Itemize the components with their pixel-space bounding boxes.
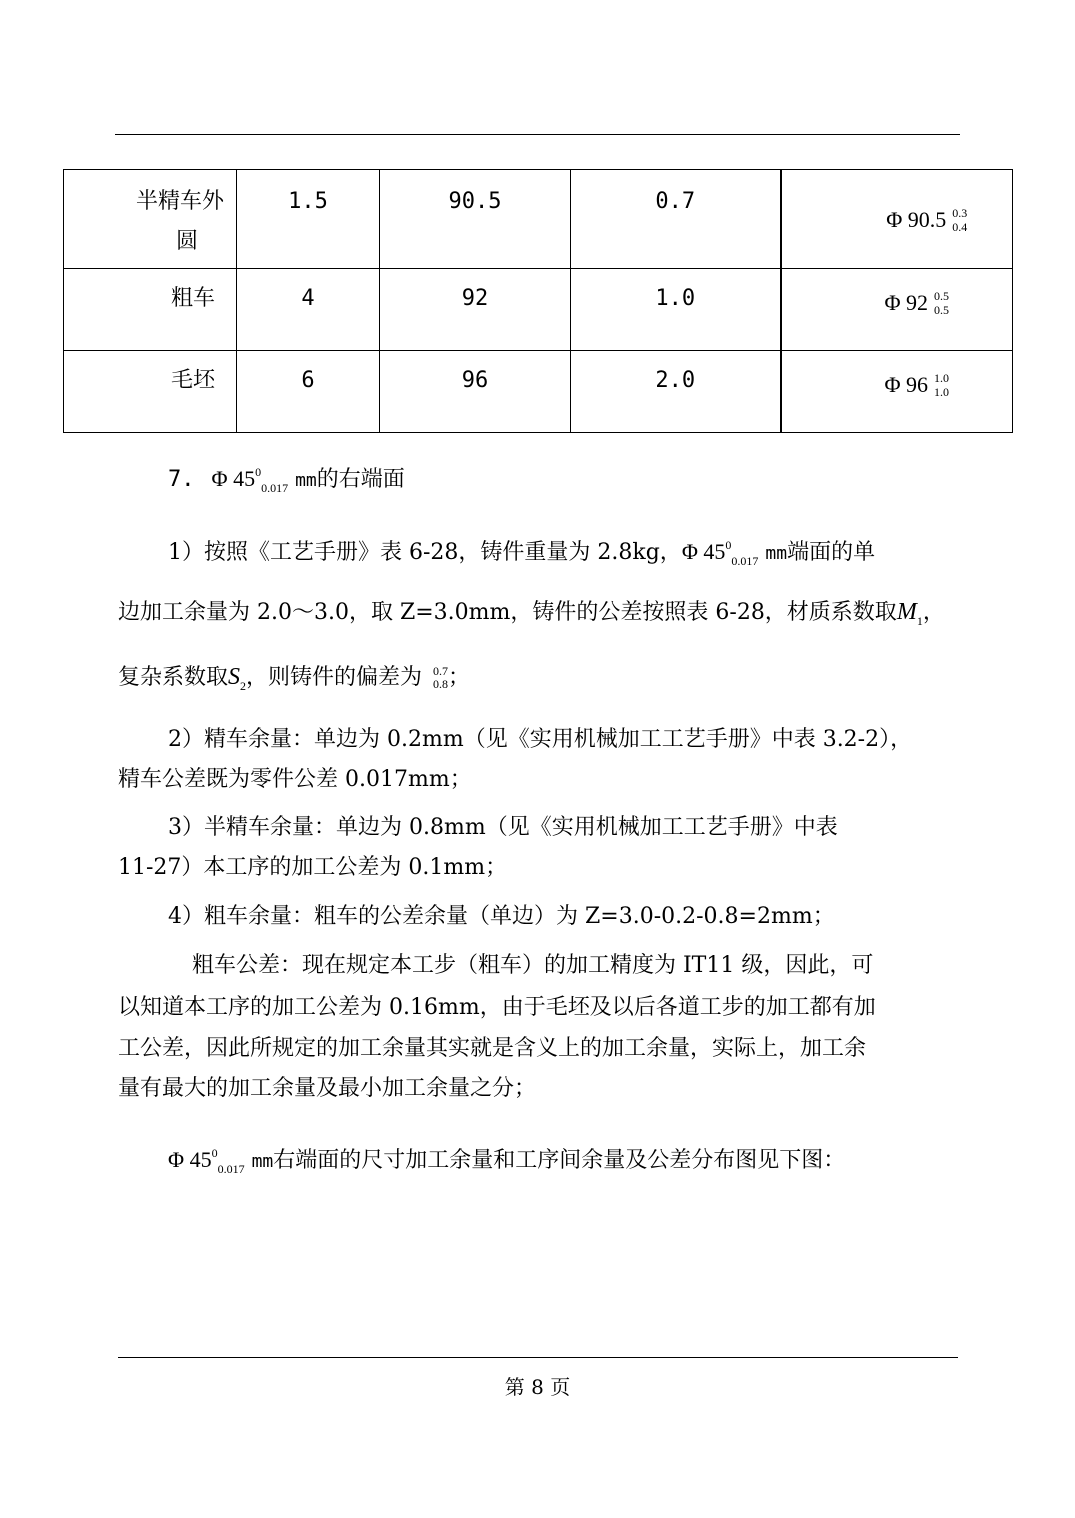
dim-unit: mm <box>295 470 317 491</box>
dim-unit: mm <box>765 543 788 564</box>
paragraph-5-line-4: 量有最大的加工余量及最小加工余量之分； <box>118 1076 537 1101</box>
size-cell: 96 <box>380 351 571 433</box>
section-number: 7. <box>168 467 195 492</box>
paragraph-1-line-2 <box>118 592 945 641</box>
paragraph-5-line-2: 以知道本工序的加工公差为 0.16mm，由于毛坯及以后各道工步的加工都有加 <box>118 995 876 1020</box>
table-row <box>64 269 1013 351</box>
dim-sup: 0 <box>725 538 732 552</box>
tolerance-lower: 1.0 <box>934 385 950 399</box>
para-text: ， <box>922 600 945 625</box>
allowance-cell: 6 <box>237 351 380 433</box>
tolerance-stack <box>952 206 967 234</box>
step-cell <box>64 351 237 433</box>
tolerance-upper: 0.5 <box>934 289 950 303</box>
tolerance-lower: 0.4 <box>952 220 968 234</box>
para-text: 右端面的尺寸加工余量和工序间余量及公差分布图见下图： <box>273 1148 846 1173</box>
tolerance-stack <box>934 371 949 399</box>
allowance-table <box>63 169 1013 433</box>
tolerance-upper: 1.0 <box>934 371 950 385</box>
material-coefficient-sub: 1 <box>916 614 923 628</box>
section-heading-text: 的右端面 <box>316 467 405 492</box>
step-label: 粗车 <box>170 286 215 311</box>
tolerance-lower: 0.5 <box>934 303 950 317</box>
paragraph-4-line-1: 4）粗车余量：粗车的公差余量（单边）为 Z=3.0-0.2-0.8=2mm； <box>168 904 835 929</box>
size-cell: 92 <box>380 269 571 351</box>
header-rule <box>115 134 960 135</box>
paragraph-2-line-1: 2）精车余量：单边为 0.2mm（见《实用机械加工工艺手册》中表 3.2-2）， <box>168 727 913 752</box>
paragraph-5-line-3: 工公差，因此所规定的加工余量其实就是含义上的加工余量，实际上，加工余 <box>118 1036 867 1061</box>
dim-sub: 0.017 <box>217 1162 245 1176</box>
paragraph-1-line-1 <box>168 525 875 581</box>
footer-rule <box>118 1357 958 1358</box>
allowance-cell: 1.5 <box>237 170 380 269</box>
precision-cell: 0.7 <box>571 170 781 269</box>
paragraph-1-line-3 <box>118 657 470 706</box>
paragraph-2-line-2: 精车公差既为零件公差 0.017mm； <box>118 767 472 792</box>
page-number: 第 8 页 <box>504 1375 571 1399</box>
dimension-value: Φ 90.5 <box>886 207 947 232</box>
paragraph-5-line-1: 粗车公差：现在规定本工步（粗车）的加工精度为 IT11 级，因此，可 <box>192 953 874 978</box>
para-text: 复杂系数取 <box>118 665 229 690</box>
step-label: 半精车外 <box>135 189 224 214</box>
material-coefficient: M <box>896 599 917 625</box>
dimension-value: Φ 92 <box>884 290 929 315</box>
deviation-lower: 0.8 <box>433 677 449 691</box>
dim-sub: 0.017 <box>731 554 759 568</box>
step-cell <box>64 170 237 269</box>
para-text: ； <box>448 665 471 690</box>
dim-unit: mm <box>251 1151 274 1172</box>
precision-cell: 1.0 <box>571 269 781 351</box>
deviation-stack <box>433 665 448 691</box>
para-text: 端面的单 <box>787 540 876 565</box>
complexity-coefficient-sub: 2 <box>240 679 247 693</box>
paragraph-6-line-1 <box>168 1133 845 1189</box>
para-text: 边加工余量为 2.0～3.0，取 Z=3.0mm，铸件的公差按照表 6-28，材质系数取 <box>118 600 897 625</box>
table-row <box>64 170 1013 269</box>
dimension-cell <box>781 170 1013 269</box>
tolerance-stack <box>934 289 949 317</box>
size-cell: 90.5 <box>380 170 571 269</box>
dim-sub: 0.017 <box>261 481 289 495</box>
step-label-cont: 圆 <box>175 229 198 254</box>
step-label: 毛坯 <box>170 368 215 393</box>
deviation-upper: 0.7 <box>433 664 449 678</box>
allowance-cell: 4 <box>237 269 380 351</box>
paragraph-3-line-2: 11-27）本工序的加工公差为 0.1mm； <box>118 855 508 880</box>
section-heading <box>168 452 405 508</box>
dim-sup: 0 <box>211 1146 218 1160</box>
dimension-phi45: Φ 45 <box>211 466 256 491</box>
para-text: 1）按照《工艺手册》表 6-28，铸件重量为 2.8kg， <box>168 540 682 565</box>
dimension-phi45: Φ 45 <box>681 539 726 564</box>
complexity-coefficient: S <box>228 664 241 690</box>
dimension-cell <box>781 351 1013 433</box>
para-text: ，则铸件的偏差为 <box>246 665 423 690</box>
dimension-cell <box>781 269 1013 351</box>
dim-sup: 0 <box>255 465 262 479</box>
dimension-value: Φ 96 <box>884 372 929 397</box>
tolerance-upper: 0.3 <box>952 206 968 220</box>
precision-cell: 2.0 <box>571 351 781 433</box>
step-cell <box>64 269 237 351</box>
table-row <box>64 351 1013 433</box>
paragraph-3-line-1: 3）半精车余量：单边为 0.8mm（见《实用机械加工工艺手册》中表 <box>168 815 838 840</box>
dimension-phi45: Φ 45 <box>168 1147 212 1172</box>
